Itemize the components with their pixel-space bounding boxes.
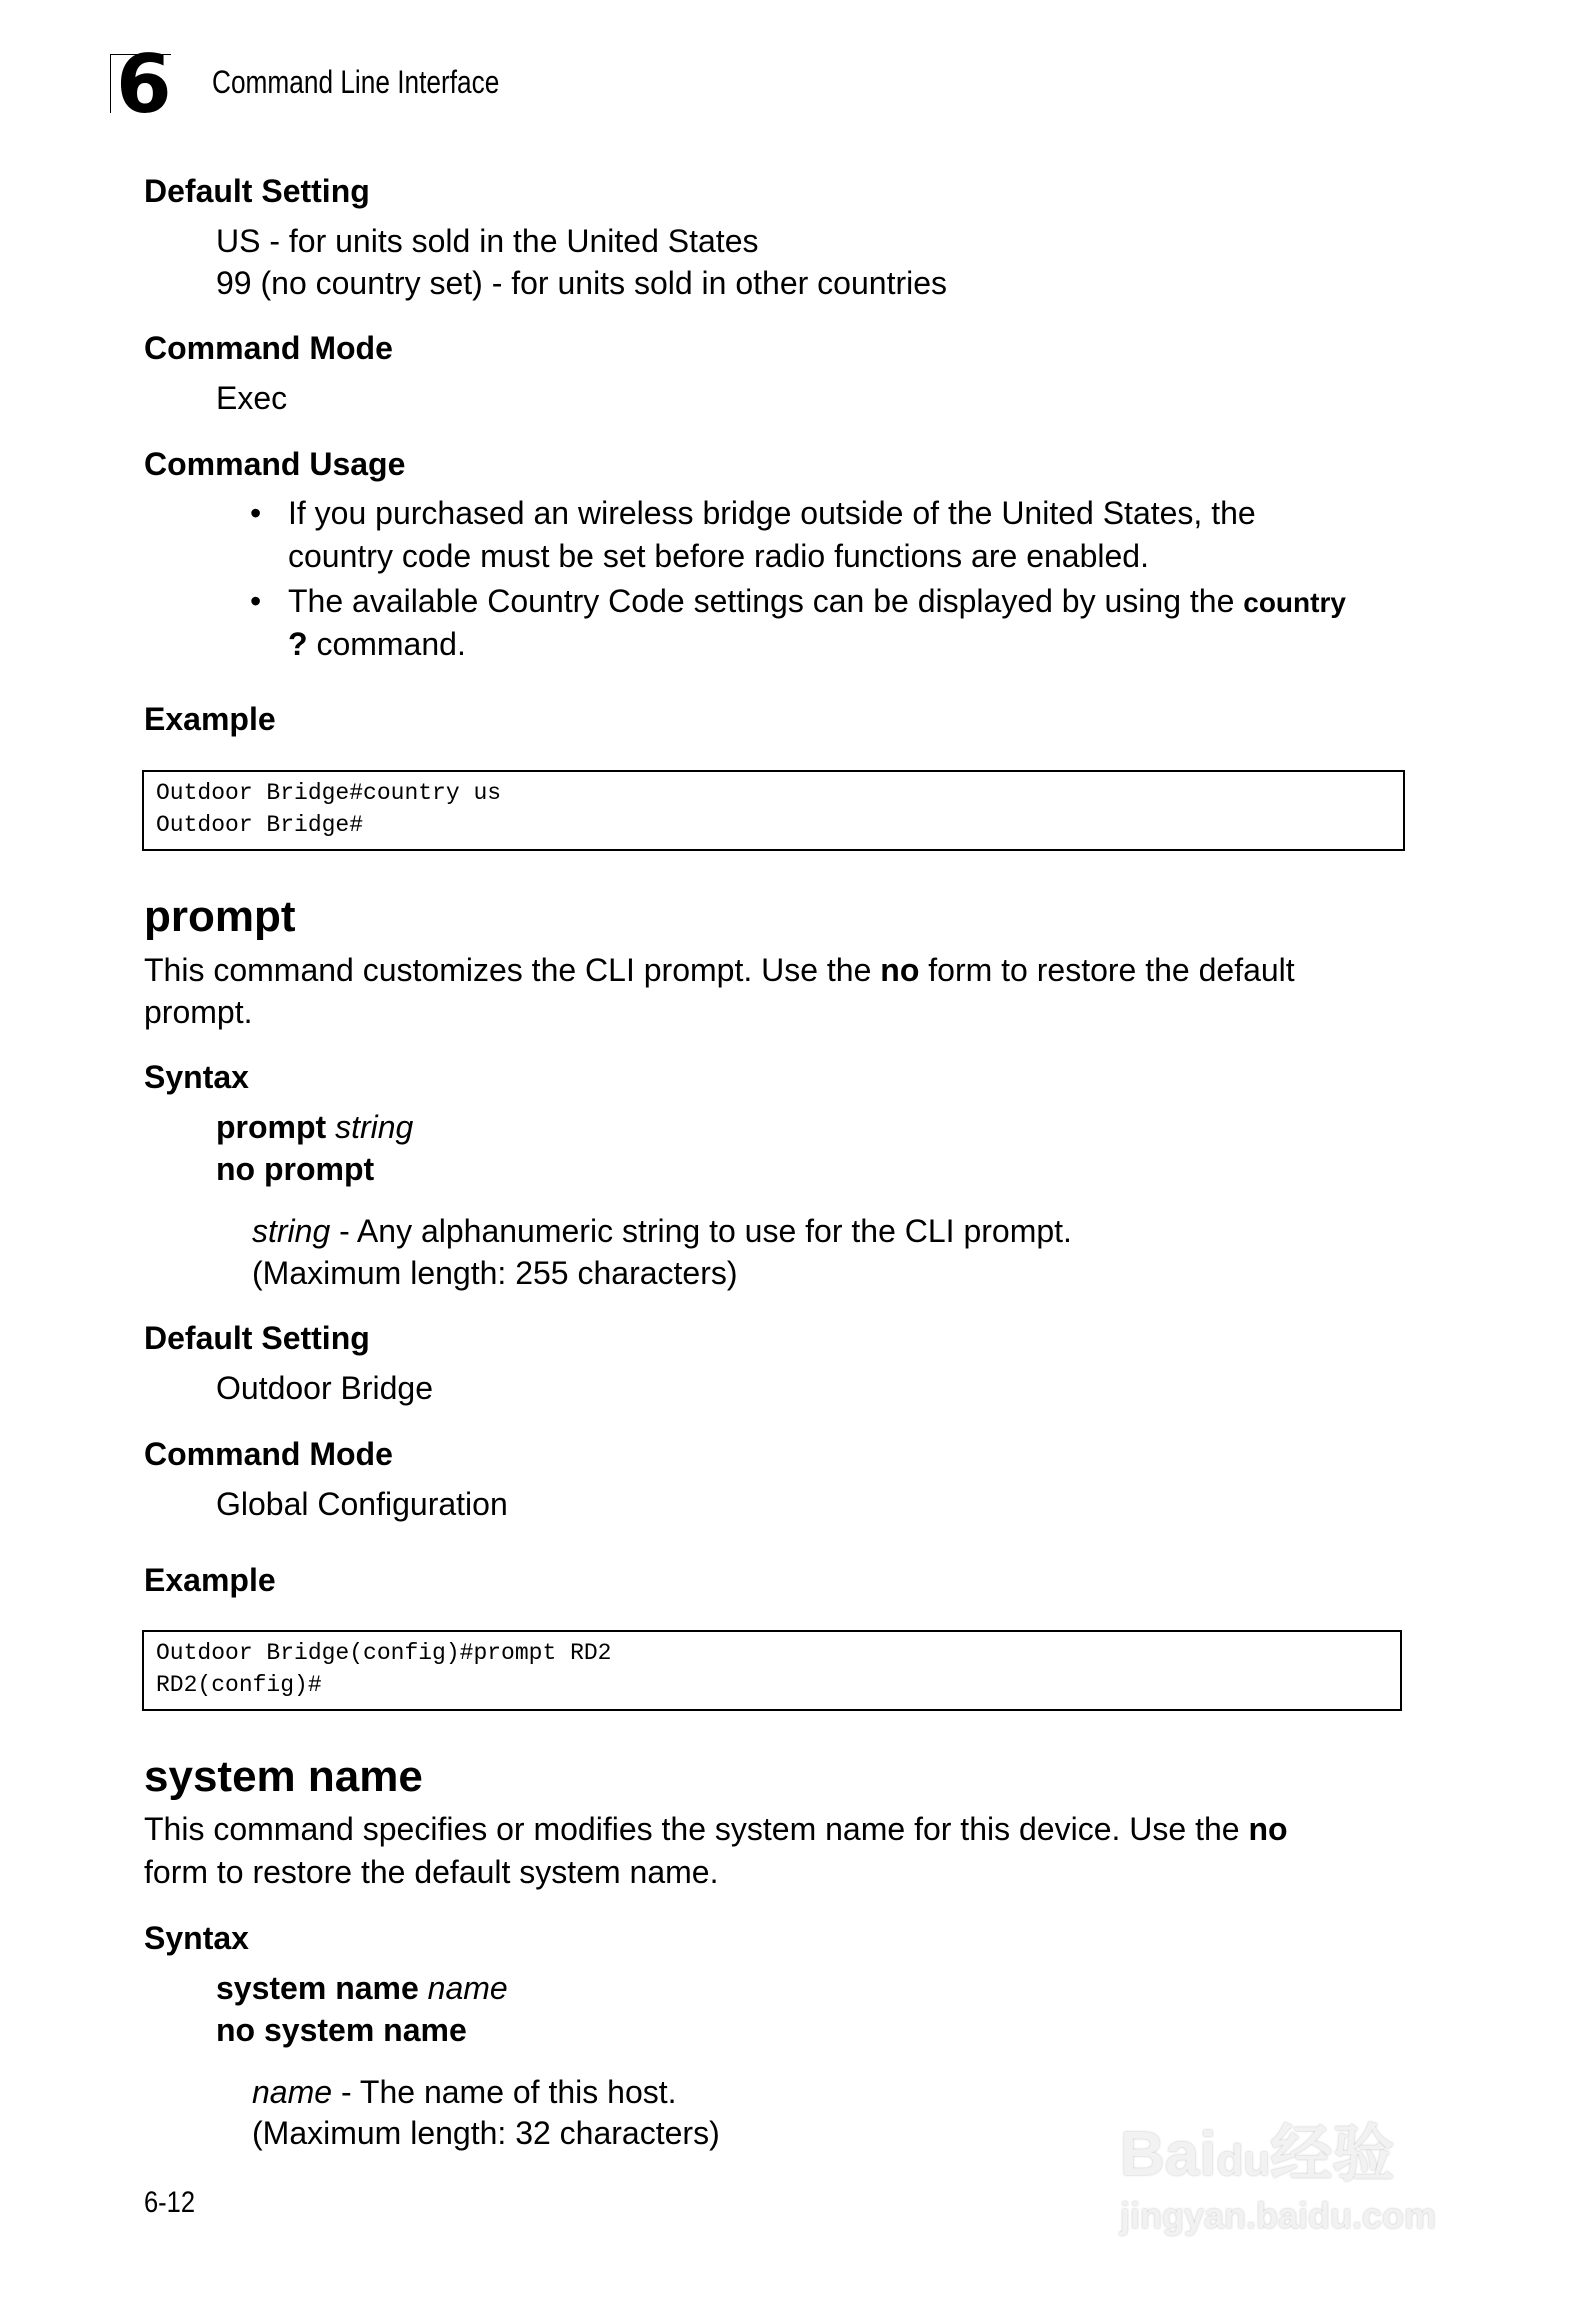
usage-bullet-2-line-2 xyxy=(288,623,466,665)
parameter-max: (Maximum length: 255 characters) xyxy=(252,1255,738,1291)
system-name-description-line-2: form to restore the default system name. xyxy=(144,1854,719,1890)
prompt-description-line-2: prompt. xyxy=(144,994,253,1030)
command-mode-value: Exec xyxy=(216,380,288,416)
parameter: name xyxy=(252,2074,333,2110)
command-mode-value: Global Configuration xyxy=(216,1486,508,1522)
text: command. xyxy=(307,626,466,662)
usage-bullet-1-line-2: country code must be set before radio functions are enabled. xyxy=(288,538,1149,574)
parameter-description xyxy=(252,1210,1072,1252)
argument: name xyxy=(427,1970,508,2006)
command-keyword: ? xyxy=(288,626,308,662)
text: This command specifies or modifies the system name for this device. Use the xyxy=(144,1811,1249,1847)
parameter-max: (Maximum length: 32 characters) xyxy=(252,2115,720,2151)
keyword: no xyxy=(1248,1811,1288,1847)
code-line: Outdoor Bridge(config)#prompt RD2 xyxy=(156,1640,612,1666)
section-title-prompt: prompt xyxy=(144,892,296,941)
syntax-line-1 xyxy=(216,1106,413,1148)
heading-example: Example xyxy=(144,701,276,737)
bullet-icon: • xyxy=(250,495,262,531)
text: - Any alphanumeric string to use for the CLI prompt. xyxy=(330,1213,1072,1249)
syntax-line-1 xyxy=(216,1967,508,2009)
syntax-line-2: no system name xyxy=(216,2012,467,2048)
syntax-line-2: no prompt xyxy=(216,1151,375,1187)
code-line: Outdoor Bridge#country us xyxy=(156,780,502,806)
page-number: 6-12 xyxy=(144,2186,196,2219)
parameter: string xyxy=(252,1213,331,1249)
example-code-box xyxy=(142,1630,1402,1711)
system-name-description-line-1 xyxy=(144,1808,1288,1850)
heading-default-setting: Default Setting xyxy=(144,173,370,209)
argument: string xyxy=(335,1109,414,1145)
text: - The name of this host. xyxy=(332,2074,677,2110)
code-line: Outdoor Bridge# xyxy=(156,812,364,838)
text: The available Country Code settings can be displayed by using the xyxy=(288,583,1244,619)
example-code-box xyxy=(142,770,1405,851)
usage-bullet-2-line-1 xyxy=(288,580,1346,624)
heading-default-setting: Default Setting xyxy=(144,1320,370,1356)
chapter-title: Command Line Interface xyxy=(212,64,500,100)
heading-syntax: Syntax xyxy=(144,1920,249,1956)
baidu-watermark-logo: Baidu经验 jingyan.baidu.com xyxy=(1120,2120,1437,2236)
keyword: no xyxy=(880,952,920,988)
heading-command-usage: Command Usage xyxy=(144,446,406,482)
usage-bullet-1-line-1: If you purchased an wireless bridge outside of the United States, the xyxy=(288,495,1256,531)
heading-example: Example xyxy=(144,1562,276,1598)
heading-command-mode: Command Mode xyxy=(144,1436,393,1472)
parameter-description xyxy=(252,2071,677,2113)
prompt-description-line-1 xyxy=(144,949,1295,991)
text: form to restore the default xyxy=(919,952,1295,988)
code-line: RD2(config)# xyxy=(156,1672,322,1698)
default-value: Outdoor Bridge xyxy=(216,1370,434,1406)
heading-syntax: Syntax xyxy=(144,1059,249,1095)
default-line-2: 99 (no country set) - for units sold in other countries xyxy=(216,265,948,301)
default-line-1: US - for units sold in the United States xyxy=(216,223,759,259)
section-title-system-name: system name xyxy=(144,1752,423,1801)
text: This command customizes the CLI prompt. Use the xyxy=(144,952,881,988)
command: system name xyxy=(216,1970,419,2006)
command: prompt xyxy=(216,1109,327,1145)
heading-command-mode: Command Mode xyxy=(144,330,393,366)
command-keyword: country xyxy=(1243,587,1346,618)
chapter-number: 6 xyxy=(116,38,172,131)
bullet-icon: • xyxy=(250,583,262,619)
